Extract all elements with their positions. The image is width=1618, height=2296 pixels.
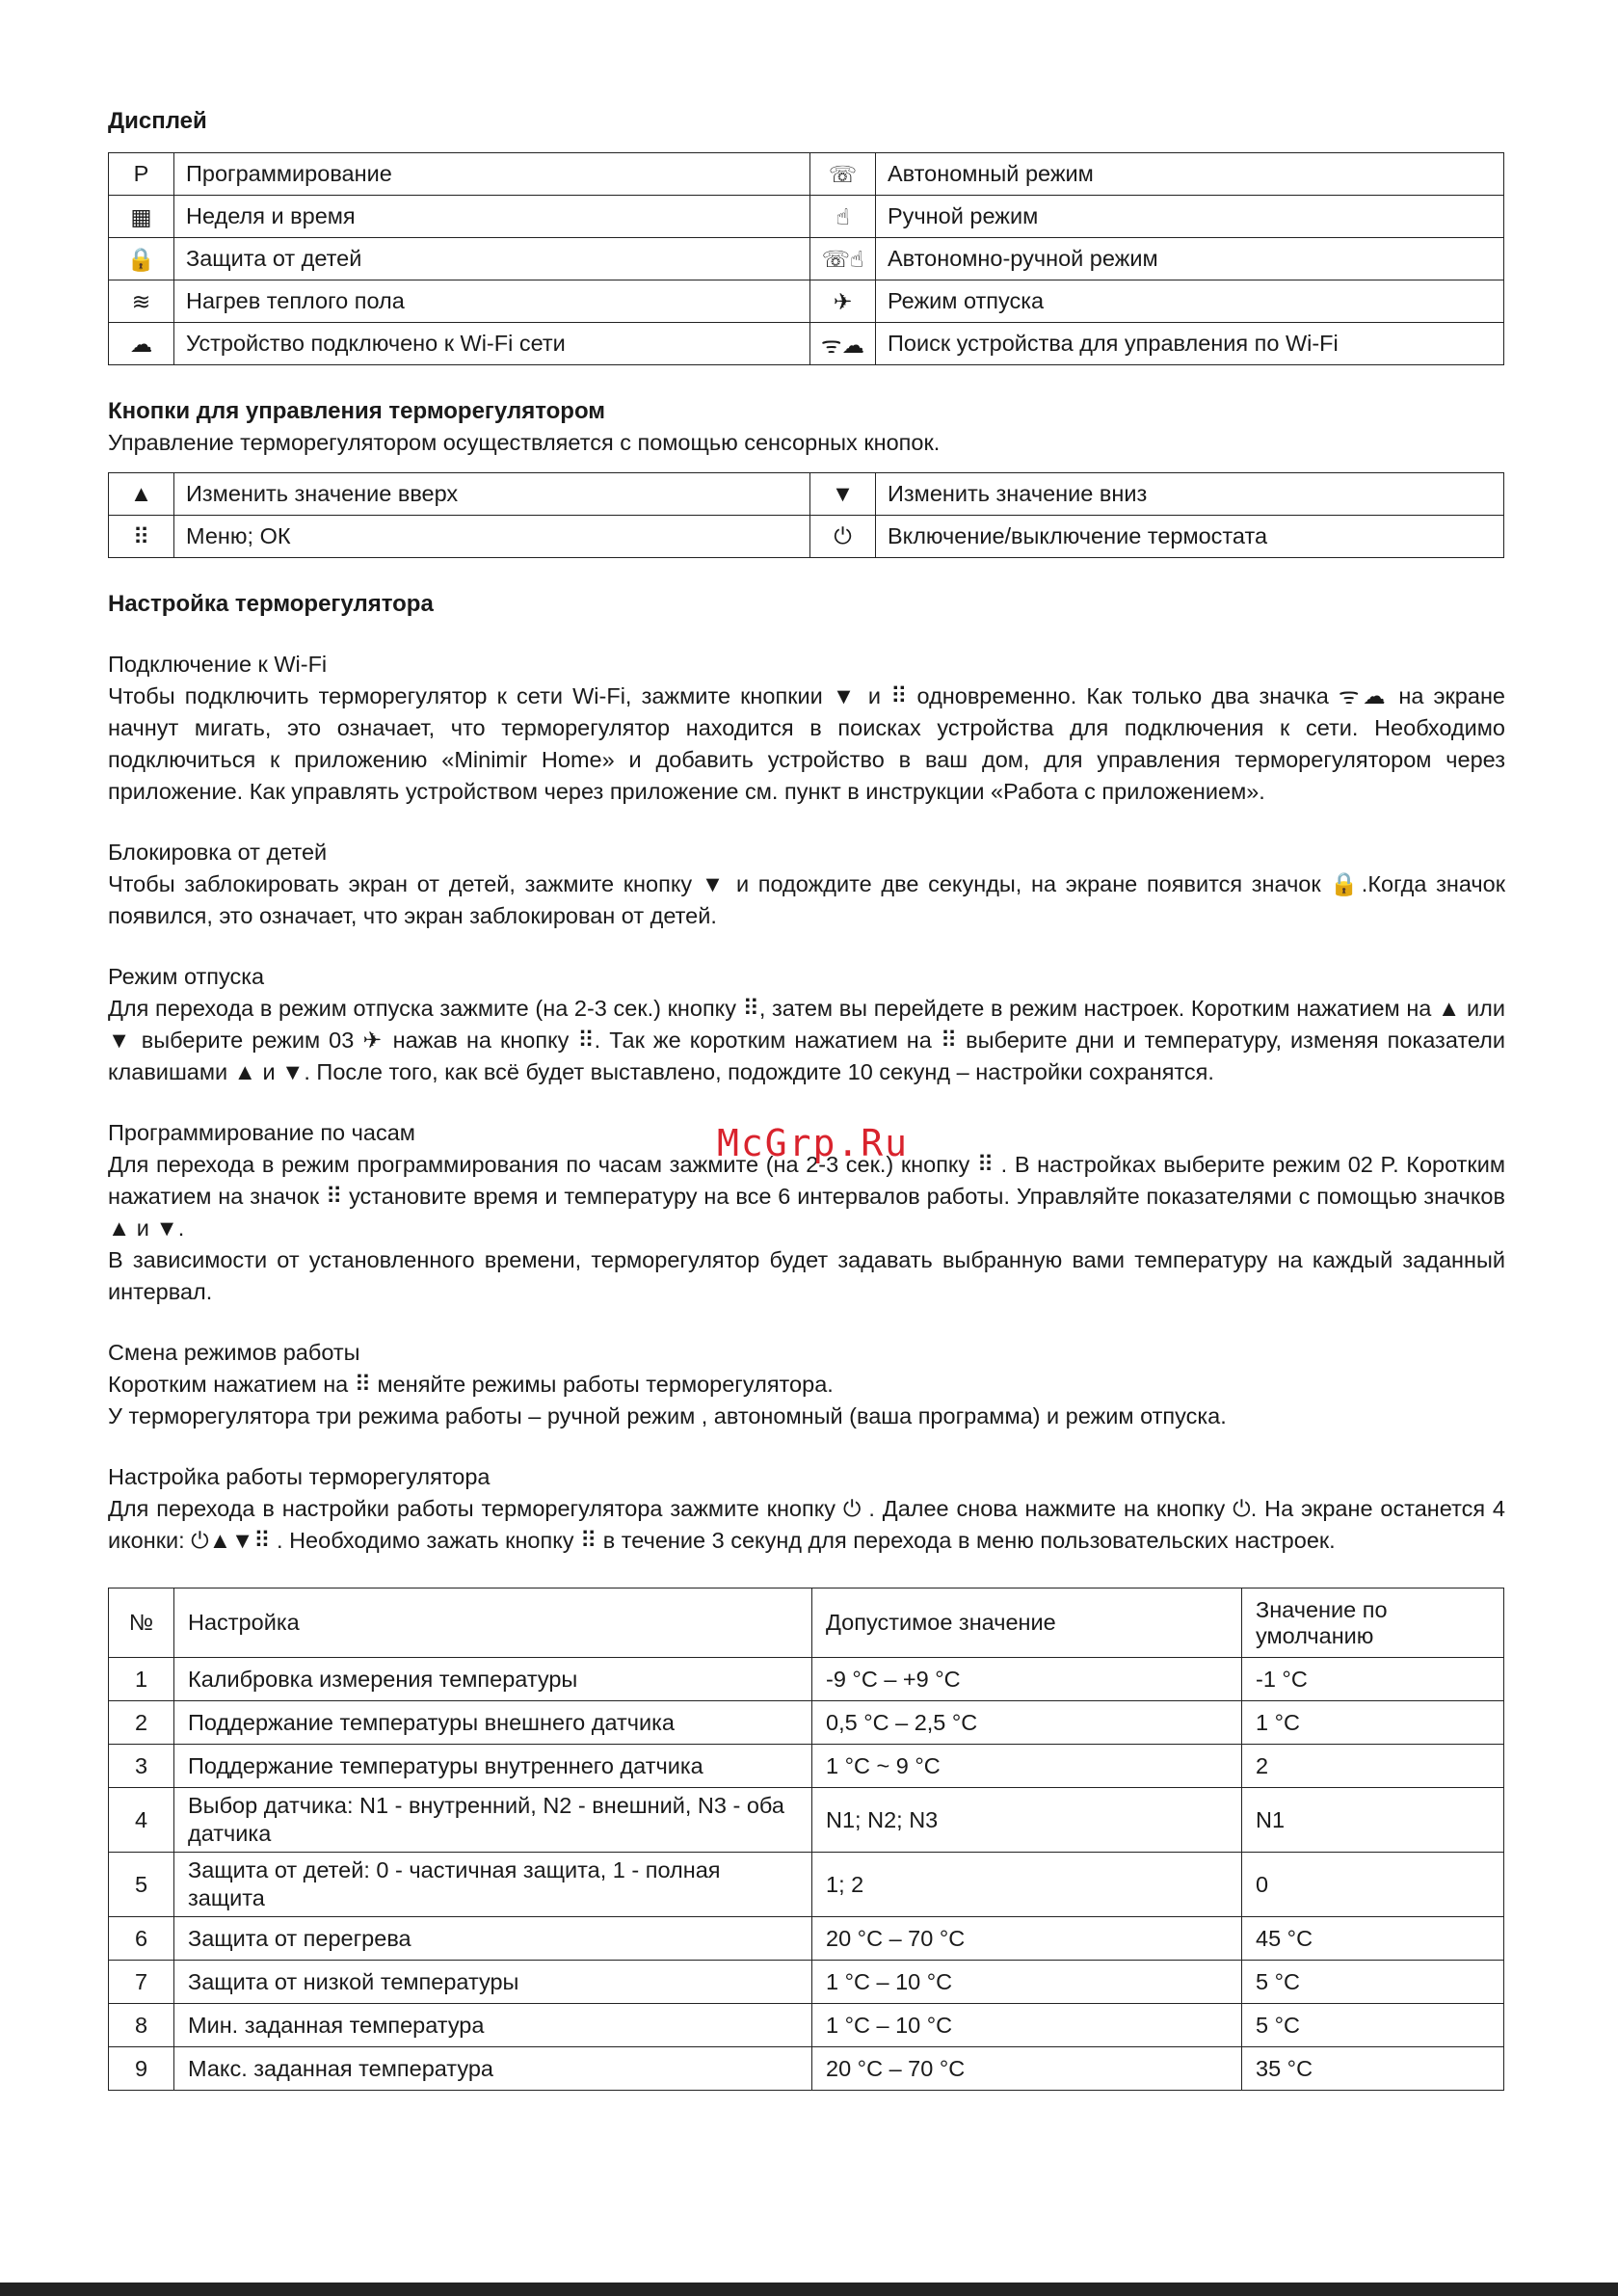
table-row	[109, 516, 1504, 558]
setting-number: 7	[109, 1961, 174, 2004]
setting-name: Макс. заданная температура	[174, 2047, 812, 2091]
table-row	[109, 1788, 1504, 1853]
calendar-icon: ▦	[109, 196, 174, 238]
row-label-right: Режим отпуска	[876, 280, 1504, 323]
hand-icon: ☝	[810, 196, 876, 238]
setting-range: 1 °C – 10 °C	[812, 2004, 1242, 2047]
setting-range: 20 °C – 70 °C	[812, 1917, 1242, 1961]
setting-number: 9	[109, 2047, 174, 2091]
row-label-left: Нагрев теплого пола	[174, 280, 810, 323]
setting-range: 20 °C – 70 °C	[812, 2047, 1242, 2091]
setting-range: -9 °C – +9 °C	[812, 1658, 1242, 1701]
programming-icon: P	[109, 153, 174, 196]
floor-heating-icon: ≋	[109, 280, 174, 323]
wifi-search-icon: ᯤ☁	[810, 323, 876, 365]
auto-manual-icon: ☏☝	[810, 238, 876, 280]
row-label-left: Меню; ОК	[174, 516, 810, 558]
section-title: Подключение к Wi-Fi	[108, 652, 328, 677]
arrow-down-icon: ▼	[810, 473, 876, 516]
setting-range: 1; 2	[812, 1853, 1242, 1917]
section-paragraph: Коротким нажатием на ⠿ меняйте режимы работы терморегулятора.	[108, 1372, 834, 1397]
menu-icon: ⠿	[109, 516, 174, 558]
display-icons-table	[108, 152, 1504, 365]
table-row	[109, 1853, 1504, 1917]
header-default: Значение по умолчанию	[1242, 1589, 1504, 1658]
row-label-left: Защита от детей	[174, 238, 810, 280]
row-label-right: Автономно-ручной режим	[876, 238, 1504, 280]
table-row	[109, 1701, 1504, 1745]
setup-sections	[108, 620, 1505, 1557]
display-heading: Дисплей	[108, 108, 207, 134]
lock-icon: 🔒	[109, 238, 174, 280]
setting-name: Калибровка измерения температуры	[174, 1658, 812, 1701]
wifi-device-icon: ☁	[109, 323, 174, 365]
section-title: Программирование по часам	[108, 1120, 415, 1145]
document-page	[108, 106, 1505, 2091]
section-title: Смена режимов работы	[108, 1340, 360, 1365]
settings-table	[108, 1588, 1504, 2091]
setting-default: -1 °C	[1242, 1658, 1504, 1701]
table-row	[109, 323, 1504, 365]
row-label-left: Неделя и время	[174, 196, 810, 238]
table-row	[109, 1745, 1504, 1788]
setting-range: N1; N2; N3	[812, 1788, 1242, 1853]
setting-number: 3	[109, 1745, 174, 1788]
section-title: Настройка работы терморегулятора	[108, 1464, 491, 1489]
table-row	[109, 1917, 1504, 1961]
setting-name: Защита от перегрева	[174, 1917, 812, 1961]
setting-default: 35 °C	[1242, 2047, 1504, 2091]
section-paragraph: Чтобы подключить терморегулятор к сети Wi-Fi, зажмите кнопкии ▼ и ⠿ одновременно. Как только два значка ᯤ☁ на экране начнут мигать, это означает, что терморегулятор находится в поисках устройства для подключения к сети. Необходимо подключиться к приложению «Minimir Home» и добавить устройство в ваш дом, для управления терморегулятором через приложение. Как управлять устройством через приложение см. пункт в инструкции «Работа с приложением».	[108, 683, 1505, 804]
setting-number: 5	[109, 1853, 174, 1917]
section-title: Блокировка от детей	[108, 840, 328, 865]
section-paragraph: Чтобы заблокировать экран от детей, зажмите кнопку ▼ и подождите две секунды, на экране появится значок 🔒.Когда значок появился, это означает, что экран заблокирован от детей.	[108, 871, 1505, 928]
setting-name: Поддержание температуры внутреннего датчика	[174, 1745, 812, 1788]
setting-number: 8	[109, 2004, 174, 2047]
setting-default: 2	[1242, 1745, 1504, 1788]
arrow-up-icon: ▲	[109, 473, 174, 516]
setup-heading: Настройка терморегулятора	[108, 591, 434, 617]
setting-default: 0	[1242, 1853, 1504, 1917]
setting-number: 1	[109, 1658, 174, 1701]
header-setting: Настройка	[174, 1589, 812, 1658]
setting-default: 5 °C	[1242, 2004, 1504, 2047]
setting-range: 0,5 °C – 2,5 °C	[812, 1701, 1242, 1745]
row-label-right: Изменить значение вниз	[876, 473, 1504, 516]
table-row	[109, 2047, 1504, 2091]
setting-range: 1 °C – 10 °C	[812, 1961, 1242, 2004]
table-row	[109, 196, 1504, 238]
setting-default: N1	[1242, 1788, 1504, 1853]
power-icon: ⏻	[810, 516, 876, 558]
setting-number: 4	[109, 1788, 174, 1853]
table-row	[109, 1658, 1504, 1701]
row-label-right: Включение/выключение термостата	[876, 516, 1504, 558]
row-label-left: Устройство подключено к Wi-Fi сети	[174, 323, 810, 365]
table-row	[109, 238, 1504, 280]
auto-mode-icon: ☏	[810, 153, 876, 196]
row-label-left: Программирование	[174, 153, 810, 196]
section-paragraph: Для перехода в настройки работы терморегулятора зажмите кнопку ⏻ . Далее снова нажмите на кнопку ⏻. На экране останется 4 иконки: ⏻▲▼⠿ . Необходимо зажать кнопку ⠿ в течение 3 секунд для перехода в меню пользовательских настроек.	[108, 1496, 1505, 1553]
header-number: №	[109, 1589, 174, 1658]
setting-name: Выбор датчика: N1 - внутренний, N2 - внешний, N3 - оба датчика	[174, 1788, 812, 1853]
section-paragraph: В зависимости от установленного времени, терморегулятор будет задавать выбранную вами температуру на каждый заданный интервал.	[108, 1247, 1505, 1304]
watermark: McGrp.Ru	[717, 1122, 910, 1164]
vacation-icon: ✈	[810, 280, 876, 323]
table-row	[109, 1961, 1504, 2004]
table-row	[109, 153, 1504, 196]
bottom-rule	[0, 2283, 1618, 2296]
settings-header-row	[109, 1589, 1504, 1658]
buttons-table	[108, 472, 1504, 558]
setting-number: 6	[109, 1917, 174, 1961]
row-label-right: Поиск устройства для управления по Wi-Fi	[876, 323, 1504, 365]
setting-default: 1 °C	[1242, 1701, 1504, 1745]
setting-default: 5 °C	[1242, 1961, 1504, 2004]
setting-name: Защита от детей: 0 - частичная защита, 1 - полная защита	[174, 1853, 812, 1917]
setting-name: Защита от низкой температуры	[174, 1961, 812, 2004]
setting-default: 45 °C	[1242, 1917, 1504, 1961]
table-row	[109, 2004, 1504, 2047]
setting-range: 1 °C ~ 9 °C	[812, 1745, 1242, 1788]
setting-name: Поддержание температуры внешнего датчика	[174, 1701, 812, 1745]
setting-number: 2	[109, 1701, 174, 1745]
setting-name: Мин. заданная температура	[174, 2004, 812, 2047]
row-label-right: Автономный режим	[876, 153, 1504, 196]
section-paragraph: Для перехода в режим отпуска зажмите (на 2-3 сек.) кнопку ⠿, затем вы перейдете в режим настроек. Коротким нажатием на ▲ или ▼ выберите режим 03 ✈ нажав на кнопку ⠿. Так же коротким нажатием на ⠿ выберите дни и температуру, изменяя показатели клавишами ▲ и ▼. После того, как всё будет выставлено, подождите 10 секунд – настройки сохранятся.	[108, 996, 1505, 1084]
row-label-left: Изменить значение вверх	[174, 473, 810, 516]
section-paragraph: У терморегулятора три режима работы – ручной режим , автономный (ваша программа) и режим отпуска.	[108, 1403, 1227, 1428]
section-title: Режим отпуска	[108, 964, 265, 989]
header-range: Допустимое значение	[812, 1589, 1242, 1658]
row-label-right: Ручной режим	[876, 196, 1504, 238]
section-paragraph: Для перехода в режим программирования по часам зажмите (на 2-3 сек.) кнопку ⠿ . В настройках выберите режим 02 P. Коротким нажатием на значок ⠿ установите время и температуру на все 6 интервалов работы. Управляйте показателями с помощью значков ▲ и ▼.	[108, 1152, 1505, 1241]
buttons-intro: Управление терморегулятором осуществляется с помощью сенсорных кнопок.	[108, 430, 941, 455]
table-row	[109, 280, 1504, 323]
buttons-heading: Кнопки для управления терморегулятором	[108, 398, 606, 424]
table-row	[109, 473, 1504, 516]
